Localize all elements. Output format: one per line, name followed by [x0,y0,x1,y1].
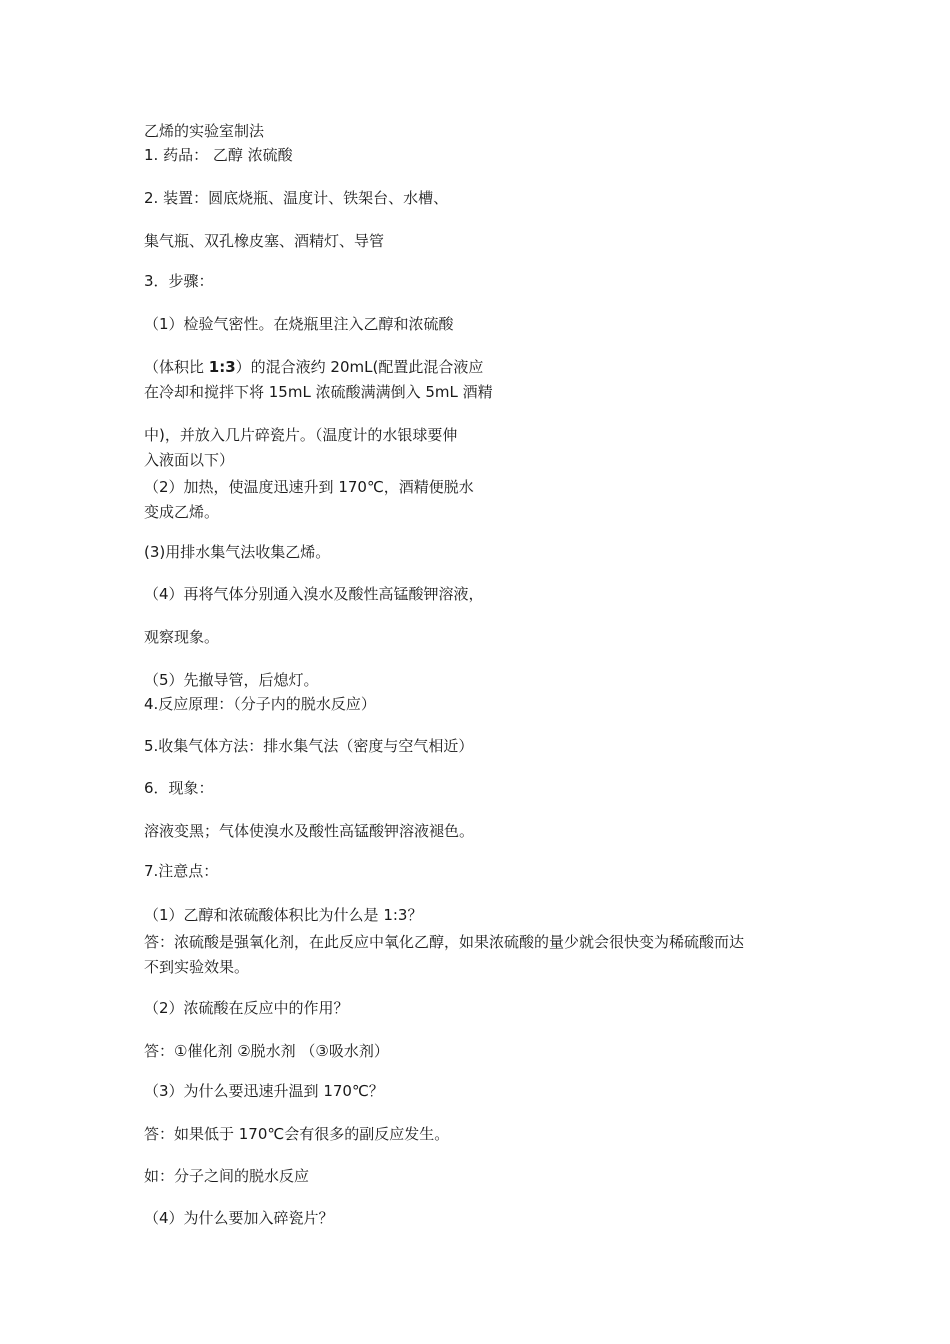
phenomena-text: 溶液变黑；气体使溴水及酸性高锰酸钾溶液褪色。 [144,822,475,840]
step-1-line-5: 入液面以下） [144,451,235,469]
step-2-line-2: 变成乙烯。 [144,503,220,521]
answer-1-line-1: 答：浓硫酸是强氧化剂，在此反应中氧化乙醇，如果浓硫酸的量少就会很快变为稀硫酸而达 [144,933,745,951]
step-4-line-2: 观察现象。 [144,628,220,646]
section-reagents: 1. 药品： 乙醇 浓硫酸 [144,146,293,164]
question-1: （1）乙醇和浓硫酸体积比为什么是 1:3？ [144,906,423,924]
section-reaction-principle: 4.反应原理：（分子内的脱水反应） [144,695,376,713]
question-4: （4）为什么要加入碎瓷片？ [144,1209,334,1227]
step-1-text-a: （体积比 [144,358,209,376]
step-3: (3)用排水集气法收集乙烯。 [144,543,331,561]
step-4-line-1: （4）再将气体分别通入溴水及酸性高锰酸钾溶液， [144,585,484,603]
question-3: （3）为什么要迅速升温到 170℃？ [144,1082,384,1100]
section-apparatus: 2. 装置：圆底烧瓶、温度计、铁架台、水槽、 [144,189,449,207]
step-1-line-2 [144,357,483,377]
section-steps: 3．步骤： [144,272,214,290]
step-5: （5）先撤导管，后熄灯。 [144,671,319,689]
volume-ratio: 1:3 [208,358,236,376]
section-gas-collection: 5.收集气体方法：排水集气法（密度与空气相近） [144,737,474,755]
step-1-text-b: ）的混合液约 20mL(配置此混合液应 [235,358,484,376]
apparatus-continued: 集气瓶、双孔橡皮塞、酒精灯、导管 [144,232,385,250]
answer-3-example: 如：分子之间的脱水反应 [144,1167,310,1185]
step-2-line-1: （2）加热，使温度迅速升到 170℃，酒精便脱水 [144,478,474,496]
step-1-line-4: 中)，并放入几片碎瓷片。（温度计的水银球要伸 [144,426,458,444]
document-title: 乙烯的实验室制法 [144,122,265,140]
section-notes: 7.注意点： [144,862,219,880]
step-1-line-3: 在冷却和搅拌下将 15mL 浓硫酸满满倒入 5mL 酒精 [144,383,493,401]
step-1-line-1: （1）检验气密性。在烧瓶里注入乙醇和浓硫酸 [144,315,454,333]
answer-2: 答：①催化剂 ②脱水剂 （③吸水剂） [144,1042,389,1060]
question-2: （2）浓硫酸在反应中的作用？ [144,999,349,1017]
answer-1-line-2: 不到实验效果。 [144,958,250,976]
section-phenomena: 6．现象： [144,779,214,797]
answer-3: 答：如果低于 170℃会有很多的副反应发生。 [144,1125,450,1143]
